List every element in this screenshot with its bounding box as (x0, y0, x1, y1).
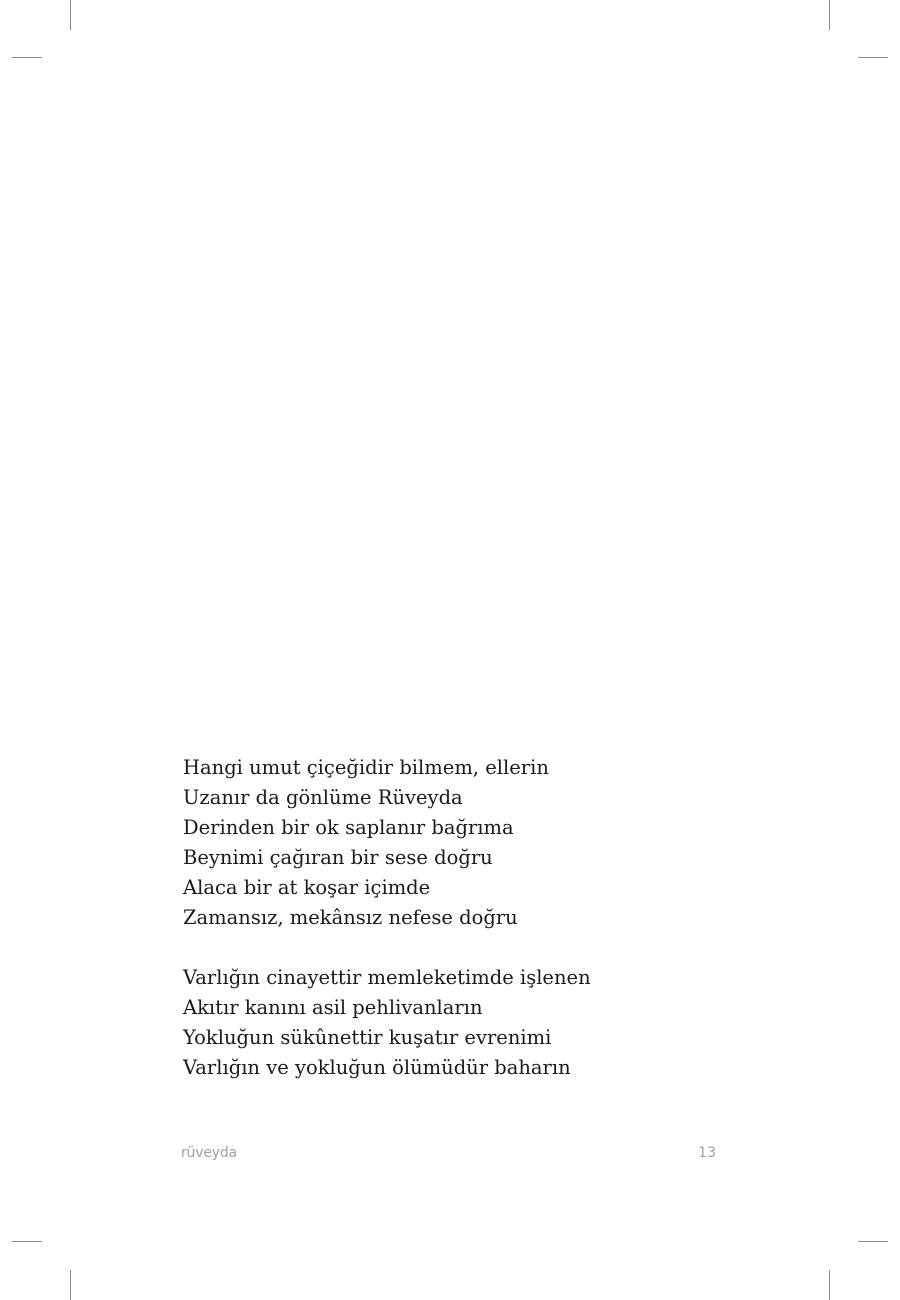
crop-mark-top-right-vertical (829, 0, 830, 30)
crop-mark-top-left-vertical (70, 0, 71, 30)
crop-mark-bottom-left-horizontal (12, 1241, 42, 1242)
crop-mark-bottom-left-vertical (70, 1270, 71, 1300)
poem-line: Yokluğun sükûnettir kuşatır evrenimi (183, 1026, 552, 1049)
poem (183, 753, 743, 1083)
poem-line: Uzanır da gönlüme Rüveyda (183, 786, 463, 809)
poem-line: Derinden bir ok saplanır bağrıma (183, 816, 514, 839)
poem-line: Akıtır kanını asil pehlivanların (183, 996, 483, 1019)
stanza-1 (183, 753, 743, 933)
poem-line: Varlığın cinayettir memleketimde işlenen (183, 966, 591, 989)
poem-line: Beynimi çağıran bir sese doğru (183, 846, 493, 869)
stanza-2 (183, 963, 743, 1083)
poem-line: Alaca bir at koşar içimde (183, 876, 431, 899)
crop-mark-bottom-right-vertical (829, 1270, 830, 1300)
crop-mark-top-left-horizontal (12, 57, 42, 58)
poem-line: Hangi umut çiçeğidir bilmem, ellerin (183, 756, 549, 779)
poem-line: Varlığın ve yokluğun ölümüdür baharın (183, 1056, 571, 1079)
running-footer-title: rüveyda (181, 1145, 237, 1161)
poem-line: Zamansız, mekânsız nefese doğru (183, 906, 518, 929)
crop-mark-bottom-right-horizontal (858, 1241, 888, 1242)
crop-mark-top-right-horizontal (858, 57, 888, 58)
page-number: 13 (698, 1145, 716, 1161)
